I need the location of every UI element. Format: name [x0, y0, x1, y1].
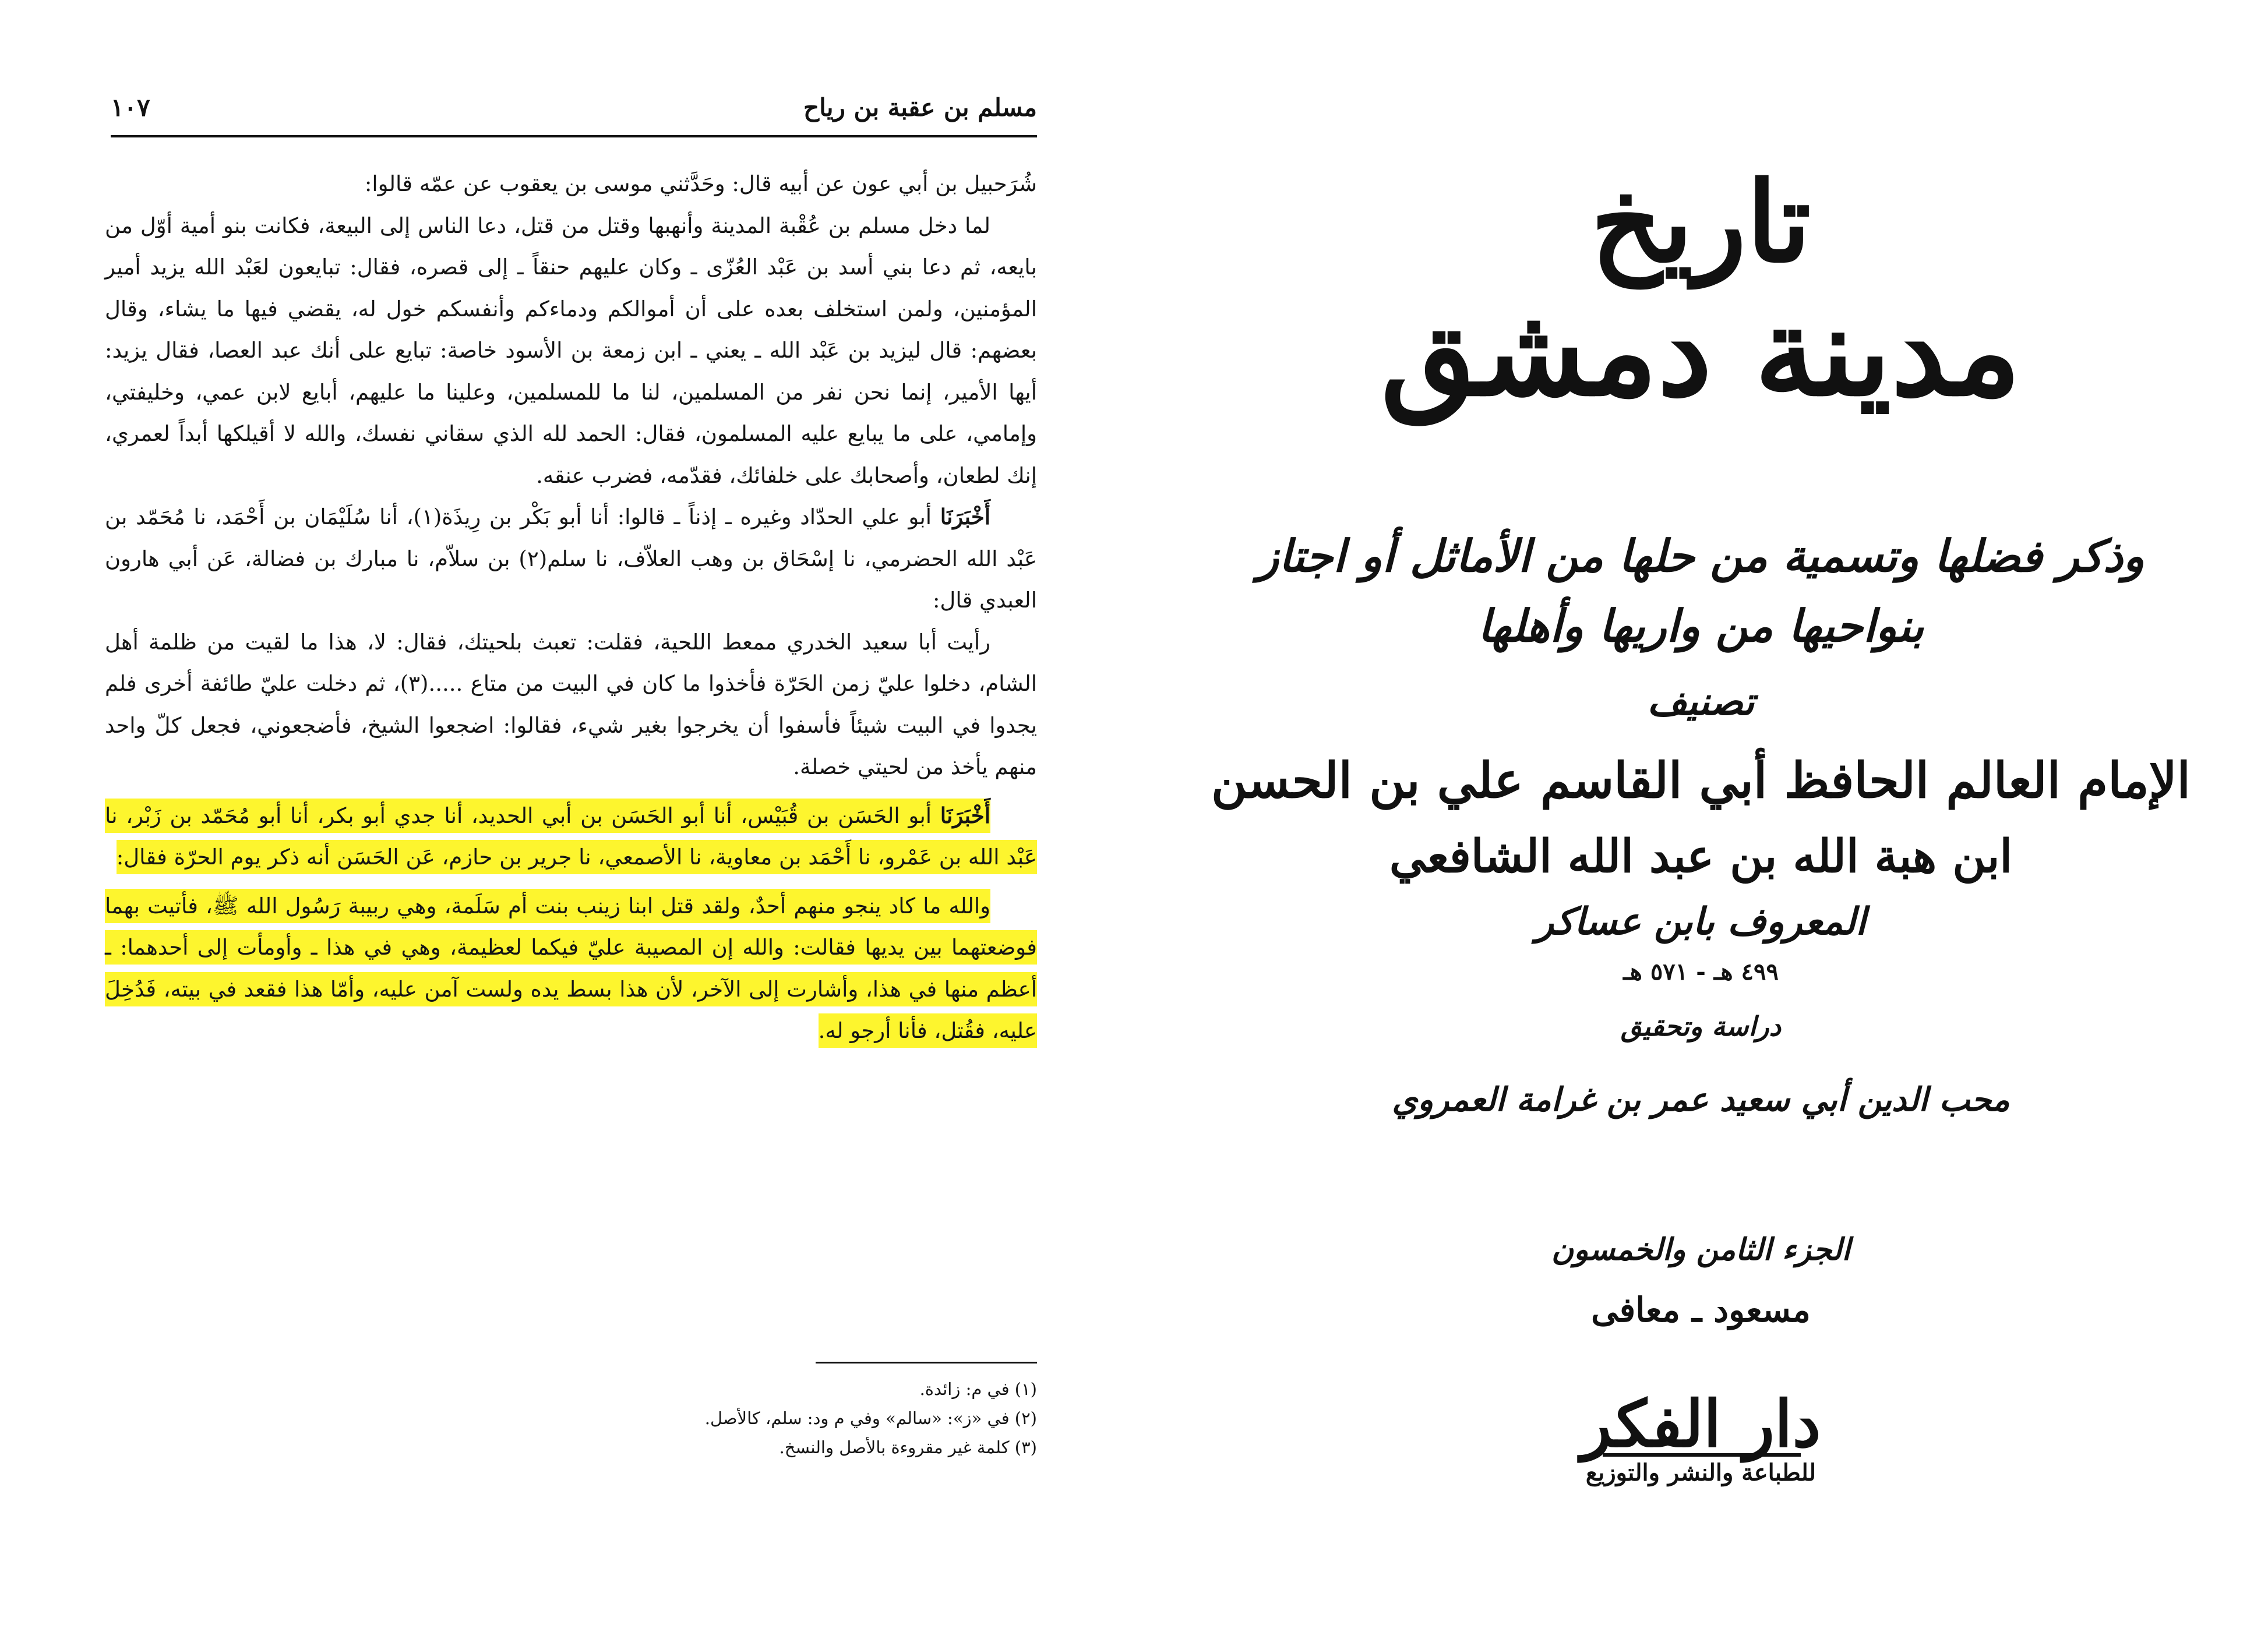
footnote: (٢) في «ز»: «سالم» وفي م ود: سلم، كالأصل. [704, 1408, 1037, 1428]
publisher-bar [1603, 1453, 1801, 1457]
book-title-line1: تاريخ [1590, 157, 1811, 287]
right-title-page [1134, 0, 2268, 1625]
paragraph-text: لما دخل مسلم بن عُقْبة المدينة وأنهبها وقتل من قتل، دعا الناس إلى البيعة، فكانت بنو أمية أوّل من بايعه، ثم دعا بني أسد بن عَبْد العُزّى ـ وكان عليهم حنقاً ـ إلى قصره، فقال: تبايعون لعَبْد الله يزيد أمير المؤمنين، ولمن استخلف بعده على أن أموالكم ودماءكم وأنفسكم خول له، يقضي فيها ما يشاء، وقال بعضهم: قال ليزيد بن عَبْد الله ـ يعني ـ ابن زمعة بن الأسود خاصة: تبايع على أنك عبد العصا، فقال يزيد: أيها الأمير، إنما نحن نفر من المسلمين، لنا ما للمسلمين، وعلينا ما عليهم، أبايع لابن عمي، وخليفتي، وإمامي، على ما يبايع عليه المسلمون، فقال: الحمد لله الذي سقاني نفسك، والله لا أقيلكها أبداً لعمري، إنك لطعان، وأصحابك على خلفائك، فقدّمه، فضرب عنقه. [105, 213, 1037, 488]
tasnif-label: تصنيف [1647, 679, 1755, 724]
paragraph-label: أَخْبَرَنَا [940, 802, 990, 828]
volume-part: الجزء الثامن والخمسون [1551, 1232, 1850, 1267]
publisher-subtitle: للطباعة والنشر والتوزيع [1585, 1459, 1816, 1486]
author-dates: ٤٩٩ هـ - ٥٧١ هـ [1623, 958, 1779, 985]
paragraph-text: شُرَحبيل بن أبي عون عن أبيه قال: وحَدَّثني موسى بن يعقوب عن عمّه قالوا: [364, 171, 1037, 196]
publisher-logo: دار الفكر [1581, 1386, 1821, 1461]
volume-range: مسعود ـ معافى [1591, 1290, 1811, 1330]
paragraph-text: أبو علي الحدّاد وغيره ـ إذناً ـ قالوا: أنا أبو بَكْر بن رِيذَة(١)، أنا سُلَيْمَان بن أَحْمَد، نا مُحَمّد بن عَبْد الله الحضرمي، نا إسْحَاق بن وهب العلاّف، نا سلم(٢) بن سلاّم، نا مبارك بن فضالة، عَن أبي هارون العبدي قال: [105, 504, 1037, 613]
paragraph-label: أَخْبَرَنَا [940, 504, 990, 529]
author-line1: الإمام العالم الحافظ أبي القاسم علي بن الحسن [1211, 751, 2191, 809]
paragraph-text: أبو الحَسَن بن قُبَيْس، أنا أبو الحَسَن بن أبي الحديد، أنا جدي أبو بكر، أنا أبو مُحَمّد بن زَبْر، نا عَبْد الله بن عَمْرو، نا أَحْمَد بن معاوية، نا الأصمعي، نا جرير بن حازم، عَن الحَسَن أنه ذكر يوم الحرّة فقال: [105, 803, 1037, 870]
footnote: (١) في م: زائدة. [919, 1379, 1037, 1399]
header-rule [111, 135, 1037, 137]
study-label: دراسة وتحقيق [1621, 1011, 1781, 1042]
footnote: (٣) كلمة غير مقروءة بالأصل والنسخ. [779, 1437, 1037, 1457]
paragraph [105, 496, 1037, 621]
subtitle-line1: وذكر فضلها وتسمية من حلها من الأماثل أو اجتاز [1257, 530, 2144, 582]
paragraph [105, 621, 1037, 788]
known-as: المعروف بابن عساكر [1536, 900, 1866, 944]
paragraph-text: رأيت أبا سعيد الخدري ممعط اللحية، فقلت: تعبث بلحيتك، فقال: لا، هذا ما لقيت من ظلمة أهل الشام، دخلوا عليّ زمن الحَرّة فأخذوا ما كان في البيت من متاع .....(٣)، ثم دخلت عليّ طائفة أخرى فلم يجدوا في البيت شيئاً فأسفوا أن يخرجوا بغير شيء، فقالوا: اضجعوا الشيخ، فأضجعوني، فجعل كلّ واحد منهم يأخذ من لحيتي خصلة. [105, 629, 1038, 779]
book-title-line2: مدينة دمشق [1381, 280, 2021, 423]
header-title: مسلم بن عقبة بن رياح [803, 93, 1037, 122]
main-text [105, 163, 1037, 1052]
footnotes [583, 1375, 1037, 1462]
author-line2: ابن هبة الله بن عبد الله الشافعي [1389, 830, 2013, 883]
paragraph [105, 163, 1037, 205]
highlighted-paragraph [105, 885, 1037, 1052]
editor-name: محب الدين أبي سعيد عمر بن غرامة العمروي [1392, 1080, 2010, 1119]
paragraph-text: والله ما كاد ينجو منهم أحدٌ، ولقد قتل ابنا زينب بنت أم سَلَمة، وهي ربيبة رَسُول الله ﷺ، فأتيت بهما فوضعتهما بين يديها فقالت: والله إن المصيبة عليّ فيكما لعظيمة، وهي في هذا ـ وأومأت إلى أحدهما: ـ أعظم منها في هذا، وأشارت إلى الآخر، لأن هذا بسط يده ولست آمن عليه، وأمّا هذا فقعد في بيته، فَدُخِلَ عليه، فقُتل، فأنا أرجو له. [105, 889, 1037, 1048]
footnote-rule [816, 1362, 1037, 1363]
paragraph [105, 205, 1037, 497]
running-header [111, 87, 1037, 134]
page-number: ١٠٧ [111, 93, 150, 122]
highlighted-paragraph [105, 795, 1037, 878]
subtitle-line2: بنواحيها من واريها وأهلها [1477, 600, 1924, 652]
